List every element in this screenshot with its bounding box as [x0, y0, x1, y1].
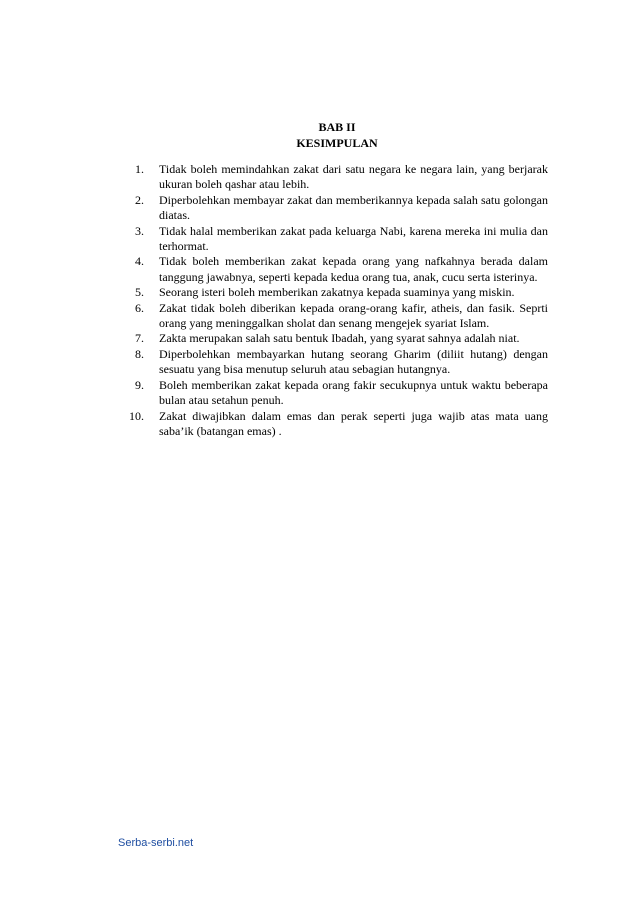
item-text: Diperbolehkan membayar zakat dan memberikannya kepada salah satu golongan diatas. — [159, 192, 548, 223]
item-number: 3. — [135, 223, 144, 238]
list-item — [118, 254, 548, 285]
item-text: Tidak halal memberikan zakat pada keluarga Nabi, karena mereka ini mulia dan terhormat. — [159, 223, 548, 254]
list-item — [118, 378, 548, 409]
chapter-label: BAB II — [318, 120, 356, 134]
chapter-title: KESIMPULAN — [296, 136, 378, 150]
list-item — [118, 162, 548, 193]
list-item — [118, 285, 548, 300]
item-text: Tidak boleh memberikan zakat kepada orang yang nafkahnya berada dalam tanggung jawabnya, seperti kepada kedua orang tua, anak, cucu serta isterinya. — [159, 254, 548, 284]
item-text: Seorang isteri boleh memberikan zakatnya kepada suaminya yang miskin. — [159, 285, 515, 300]
item-text: Zakat diwajibkan dalam emas dan perak seperti juga wajib atas mata uang saba’ik (batangan emas) . — [159, 408, 548, 438]
item-text: Tidak boleh memindahkan zakat dari satu negara ke negara lain, yang berjarak ukuran boleh qashar atau lebih. — [159, 162, 548, 192]
item-number: 5. — [135, 285, 144, 300]
item-number: 7. — [135, 331, 144, 346]
item-number: 6. — [135, 300, 144, 315]
item-number: 4. — [135, 254, 144, 269]
footer-source-link[interactable]: Serba-serbi.net — [118, 837, 194, 849]
item-number: 9. — [135, 377, 144, 392]
list-item — [118, 331, 548, 346]
conclusion-list — [118, 162, 548, 439]
list-item — [118, 224, 548, 255]
item-number: 10. — [129, 408, 144, 423]
item-text: Zakat tidak boleh diberikan kepada orang-orang kafir, atheis, dan fasik. Seprti orang yang meninggalkan sholat dan senang mengejek syariat Islam. — [159, 300, 548, 331]
item-number: 8. — [135, 346, 144, 361]
item-text: Boleh memberikan zakat kepada orang fakir secukupnya untuk waktu beberapa bulan atau setahun penuh. — [159, 377, 548, 408]
item-text: Zakta merupakan salah satu bentuk Ibadah, yang syarat sahnya adalah niat. — [159, 331, 520, 346]
list-item — [118, 301, 548, 332]
list-item — [118, 409, 548, 440]
item-number: 1. — [135, 162, 144, 176]
item-number: 2. — [135, 192, 144, 207]
item-text: Diperbolehkan membayarkan hutang seorang Gharim (diliit hutang) dengan sesuatu yang bisa menutup seluruh atau sebagian hutangnya. — [159, 346, 548, 377]
list-item — [118, 347, 548, 378]
list-item — [118, 193, 548, 224]
